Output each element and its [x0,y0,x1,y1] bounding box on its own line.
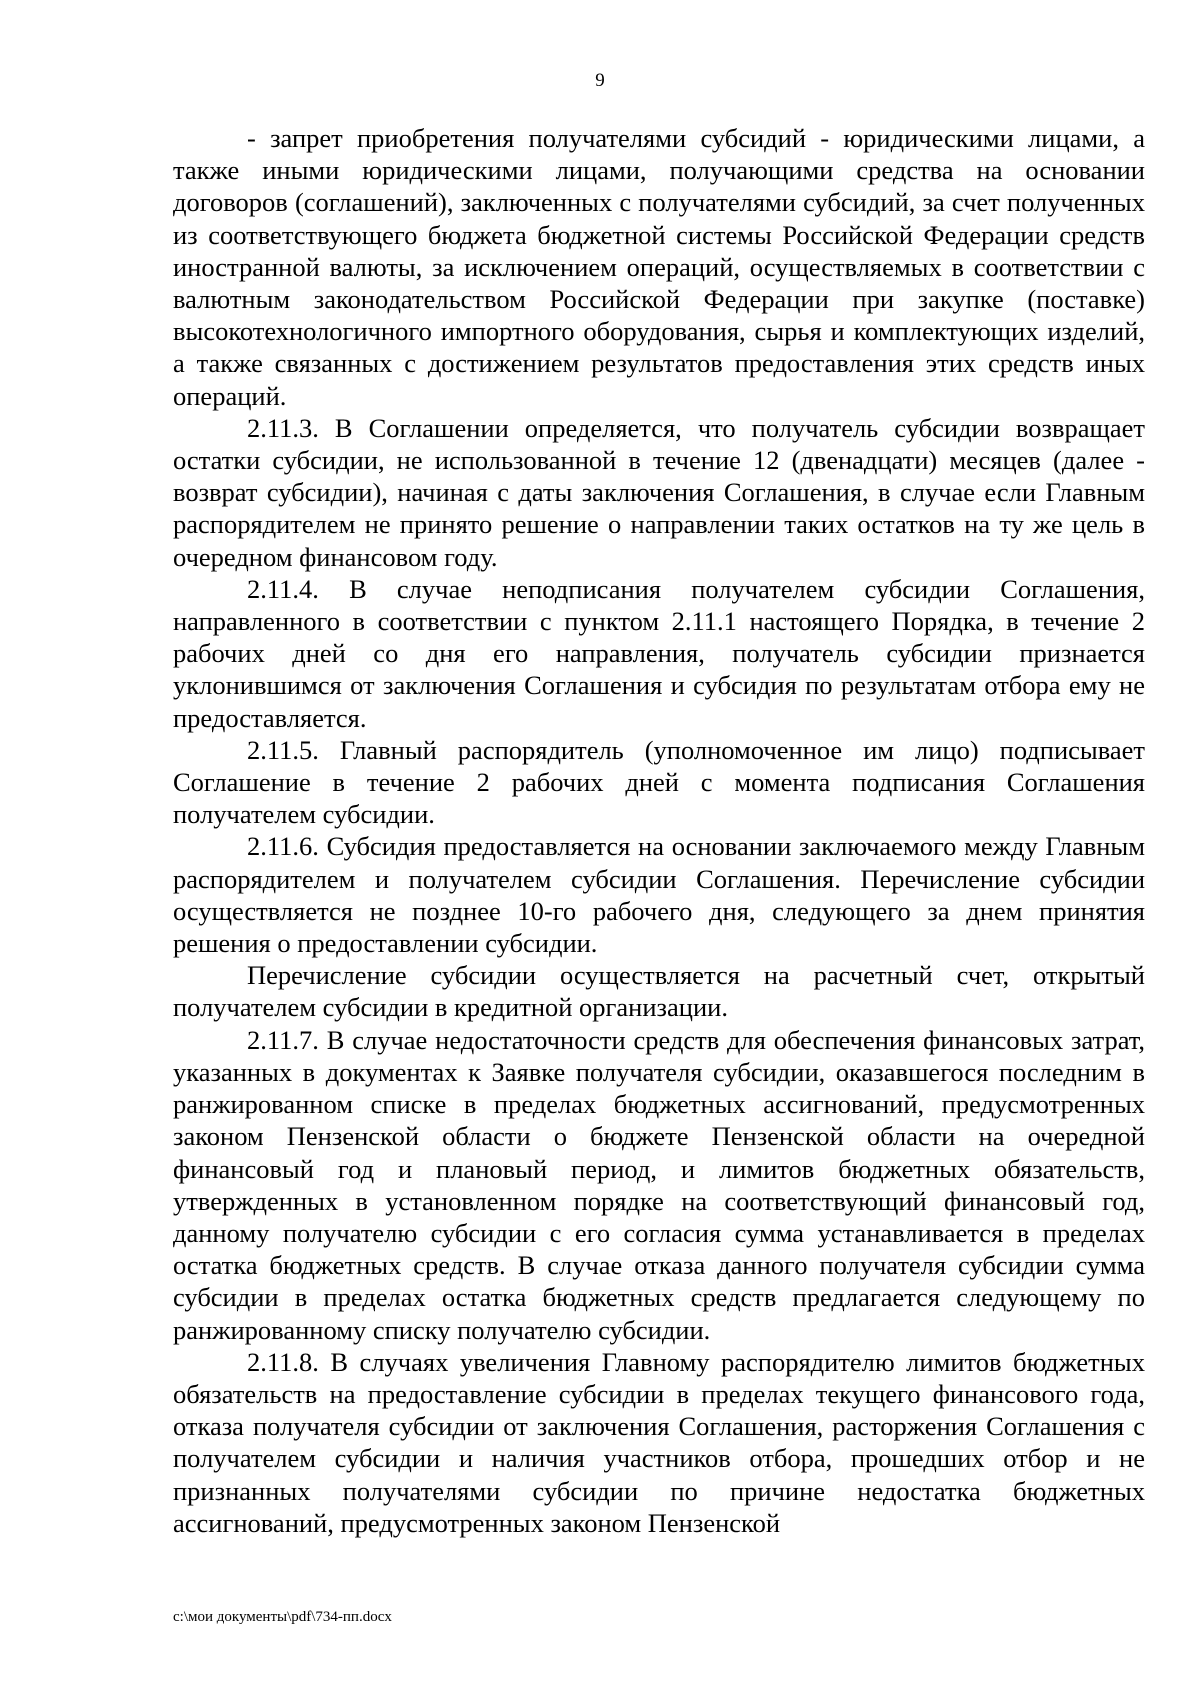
page-number: 9 [595,70,605,91]
paragraph-transfer-account: Перечисление субсидии осуществляется на расчетный счет, открытый получателем субсидии в кредитной организации. [173,960,1145,1023]
footer-file-path: c:\мои документы\pdf\734-пп.docx [173,1609,392,1625]
document-body [173,122,1145,1539]
paragraph-2-11-7: 2.11.7. В случае недостаточности средств для обеспечения финансовых затрат, указанных в документах к Заявке получателя субсидии, оказавшегося последним в ранжированном списке в пределах бюджетных ассигнований, предусмотренных законом Пензенской области о бюджете Пензенской области на очередной финансовый год и плановый период, и лимитов бюджетных обязательств, утвержденных в установленном порядке на соответствующий финансовый год, данному получателю субсидии с его согласия сумма устанавливается в пределах остатка бюджетных средств. В случае отказа данного получателя субсидии сумма субсидии в пределах остатка бюджетных средств предлагается следующему по ранжированному списку получателю субсидии. [173,1024,1145,1345]
paragraph-2-11-6: 2.11.6. Субсидия предоставляется на основании заключаемого между Главным распорядителем и получателем субсидии Соглашения. Перечисление субсидии осуществляется не позднее 10-го рабочего дня, следующего за днем принятия решения о предоставлении субсидии. [173,831,1145,959]
paragraph-2-11-8: 2.11.8. В случаях увеличения Главному распорядителю лимитов бюджетных обязательств на предоставление субсидии в пределах текущего финансового года, отказа получателя субсидии от заключения Соглашения, расторжения Соглашения с получателем субсидии и наличия участников отбора, прошедших отбор и не признанных получателями субсидии по причине недостатка бюджетных ассигнований, предусмотренных законом Пензенской [173,1346,1145,1538]
paragraph-prohibition-currency: - запрет приобретения получателями субсидий - юридическими лицами, а также иными юридическими лицами, получающими средства на основании договоров (соглашений), заключенных с получателями субсидий, за счет полученных из соответствующего бюджета бюджетной системы Российской Федерации средств иностранной валюты, за исключением операций, осуществляемых в соответствии с валютным законодательством Российской Федерации при закупке (поставке) высокотехнологичного импортного оборудования, сырья и комплектующих изделий, а также связанных с достижением результатов предоставления этих средств иных операций. [173,123,1145,411]
paragraph-2-11-3: 2.11.3. В Соглашении определяется, что получатель субсидии возвращает остатки субсидии, не использованной в течение 12 (двенадцати) месяцев (далее - возврат субсидии), начиная с даты заключения Соглашения, в случае если Главным распорядителем не принято решение о направлении таких остатков на ту же цель в очередном финансовом году. [173,412,1145,572]
paragraph-2-11-4: 2.11.4. В случае неподписания получателем субсидии Соглашения, направленного в соответствии с пунктом 2.11.1 настоящего Порядка, в течение 2 рабочих дней со дня его направления, получатель субсидии признается уклонившимся от заключения Соглашения и субсидия по результатам отбора ему не предоставляется. [173,573,1145,733]
paragraph-2-11-5: 2.11.5. Главный распорядитель (уполномоченное им лицо) подписывает Соглашение в течение 2 рабочих дней с момента подписания Соглашения получателем субсидии. [173,734,1145,830]
